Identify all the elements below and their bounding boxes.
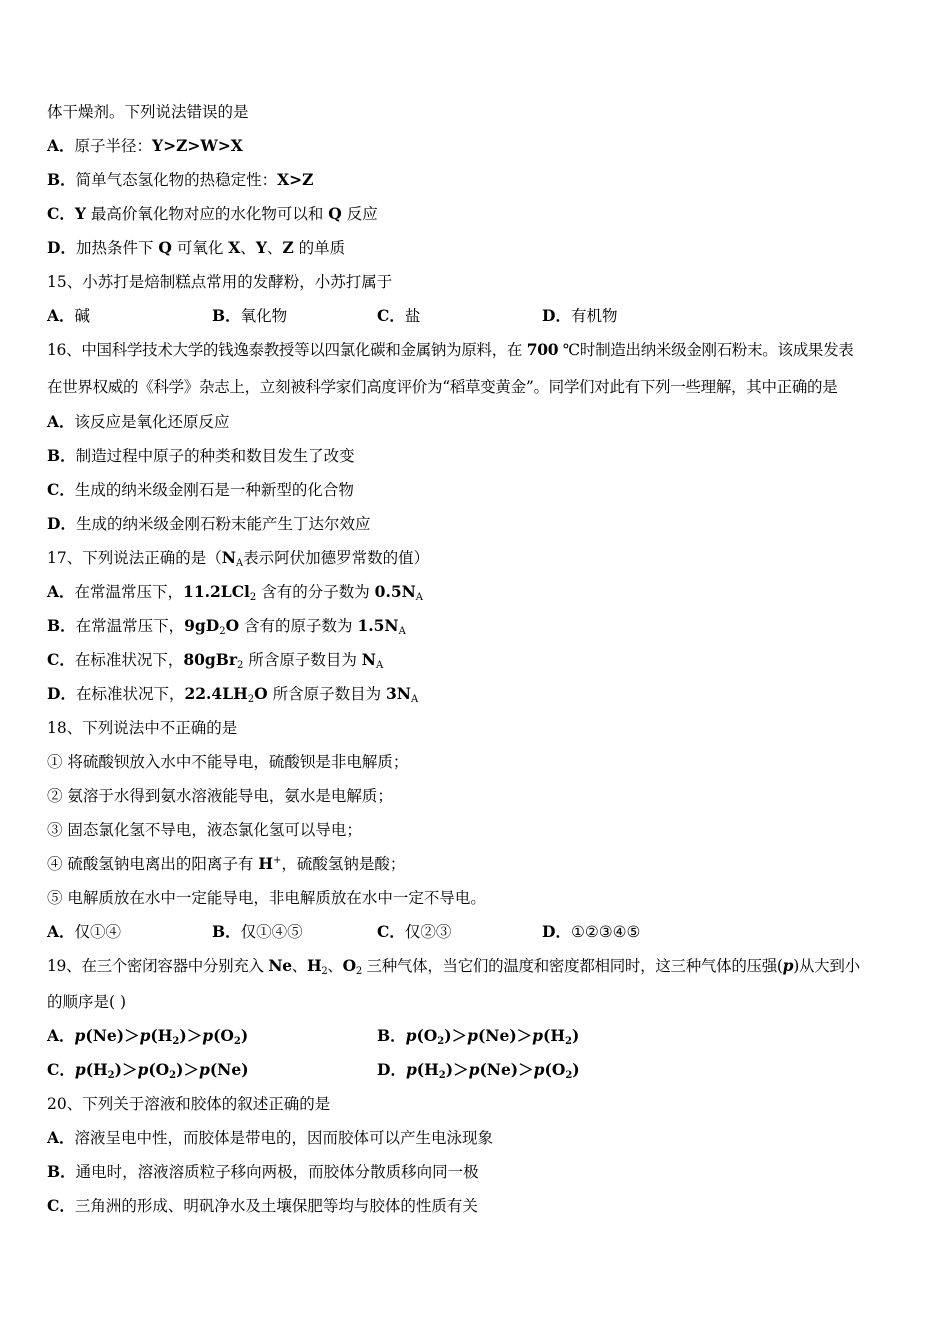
q20-option-b[interactable]: B．通电时，溶液溶质粒子移向两极，而胶体分散质移向同一极 <box>47 1162 479 1181</box>
q20-option-a[interactable]: A．溶液呈电中性，而胶体是带电的，因而胶体可以产生电泳现象 <box>47 1128 494 1147</box>
q18-option-b[interactable]: B．仅①④⑤ <box>212 922 303 941</box>
q20-stem: 20、下列关于溶液和胶体的叙述正确的是 <box>47 1095 331 1113</box>
q19-stem-line1: 19、在三个密闭容器中分别充入 Ne、$H_2$、$O_2$ 三种气体，当它们的温度和密度都相同时，这三种气体的压强(p)从大到小 <box>47 956 860 977</box>
q18-option-d[interactable]: D．①②③④⑤ <box>542 922 641 941</box>
q16-option-d[interactable]: D．生成的纳米级金刚石粉末能产生丁达尔效应 <box>47 514 371 533</box>
q14-option-d[interactable]: D．加热条件下 Q 可氧化 X、Y、Z 的单质 <box>47 238 346 257</box>
q19-option-a[interactable]: A．$p(Ne)>p(H_2)>p(O_2)$ <box>47 1026 249 1047</box>
q17-option-b[interactable]: B．在常温常压下，$9gD_2O$ 含有的原子数为 $1.5N_A$ <box>47 616 406 637</box>
q19-option-d-text: $p(H_2)>p(Ne)>p(O_2)$ <box>405 1060 580 1081</box>
q19-option-b[interactable]: B．$p(O_2)>p(Ne)>p(H_2)$ <box>377 1026 580 1047</box>
q19-options-row2 <box>47 1058 907 1082</box>
q15-option-d[interactable]: D．有机物 <box>542 306 618 325</box>
q15-option-b[interactable]: B．氧化物 <box>212 306 288 325</box>
q18-option-a[interactable]: A．仅①④ <box>47 922 122 941</box>
q16-option-c[interactable]: C．生成的纳米级金刚石是一种新型的化合物 <box>47 480 354 499</box>
q17-stem: 17、下列说法正确的是（$N_A$表示阿伏加德罗常数的值） <box>47 548 430 569</box>
q18-statement-5: ⑤ 电解质放在水中一定能导电，非电解质放在水中一定不导电。 <box>47 889 486 907</box>
q16-stem-line2: 在世界权威的《科学》杂志上，立刻被科学家们高度评价为“稻草变黄金”。同学们对此有下列一些理解，其中正确的是 <box>47 378 838 396</box>
q18-statement-3: ③ 固态氯化氢不导电，液态氯化氢可以导电； <box>47 821 362 839</box>
q15-stem: 15、小苏打是焙制糕点常用的发酵粉，小苏打属于 <box>47 273 393 291</box>
q20-option-c[interactable]: C．三角洲的形成、明矾净水及土壤保肥等均与胶体的性质有关 <box>47 1196 478 1215</box>
q16-option-b[interactable]: B．制造过程中原子的种类和数目发生了改变 <box>47 446 355 465</box>
q19-option-d[interactable]: D．$p(H_2)>p(Ne)>p(O_2)$ <box>377 1060 580 1081</box>
q19-option-c-text: $p(H_2)>p(O_2)>p(Ne)$ <box>74 1060 249 1081</box>
q19-stem-line2: 的顺序是( ) <box>47 993 127 1011</box>
q19-option-c[interactable]: C．$p(H_2)>p(O_2)>p(Ne)$ <box>47 1060 249 1081</box>
q18-statement-4: ④ 硫酸氢钠电离出的阳离子有 H+，硫酸氢钠是酸； <box>47 854 406 873</box>
q14-stem-tail: 体干燥剂。下列说法错误的是 <box>47 103 249 121</box>
q18-statement-1: ① 将硫酸钡放入水中不能导电，硫酸钡是非电解质； <box>47 753 409 771</box>
q15-options <box>47 304 907 328</box>
q18-stem: 18、下列说法中不正确的是 <box>47 719 238 737</box>
q17-option-c[interactable]: C．在标准状况下，80gBr$_2$ 所含原子数目为 $N_A$ <box>47 650 384 671</box>
q16-option-a[interactable]: A．该反应是氧化还原反应 <box>47 412 230 431</box>
q19-options-row1 <box>47 1024 907 1048</box>
q15-option-c[interactable]: C．盐 <box>377 306 421 325</box>
q14-option-c[interactable]: C．Y 最高价氧化物对应的水化物可以和 Q 反应 <box>47 204 378 223</box>
q15-option-a[interactable]: A．碱 <box>47 306 91 325</box>
q18-statement-2: ② 氨溶于水得到氨水溶液能导电，氨水是电解质； <box>47 787 393 805</box>
q19-option-b-text: $p(O_2)>p(Ne)>p(H_2)$ <box>405 1026 580 1047</box>
q19-option-a-text: $p(Ne)>p(H_2)>p(O_2)$ <box>74 1026 249 1047</box>
q14-option-b[interactable]: B．简单气态氢化物的热稳定性：X>Z <box>47 170 314 189</box>
q18-option-c[interactable]: C．仅②③ <box>377 922 452 941</box>
q16-stem-line1: 16、中国科学技术大学的钱逸泰教授等以四氯化碳和金属钠为原料，在 700 ℃时制造出纳米级金刚石粉末。该成果发表 <box>47 340 854 359</box>
q17-option-a[interactable]: A．在常温常压下，11.2LCl$_2$ 含有的分子数为 $0.5N_A$ <box>47 582 424 603</box>
q18-options <box>47 920 907 944</box>
q17-option-d[interactable]: D．在标准状况下，$22.4LH_2O$ 所含原子数目为 $3N_A$ <box>47 684 419 705</box>
q14-option-a[interactable]: A．原子半径：Y>Z>W>X <box>47 136 243 155</box>
